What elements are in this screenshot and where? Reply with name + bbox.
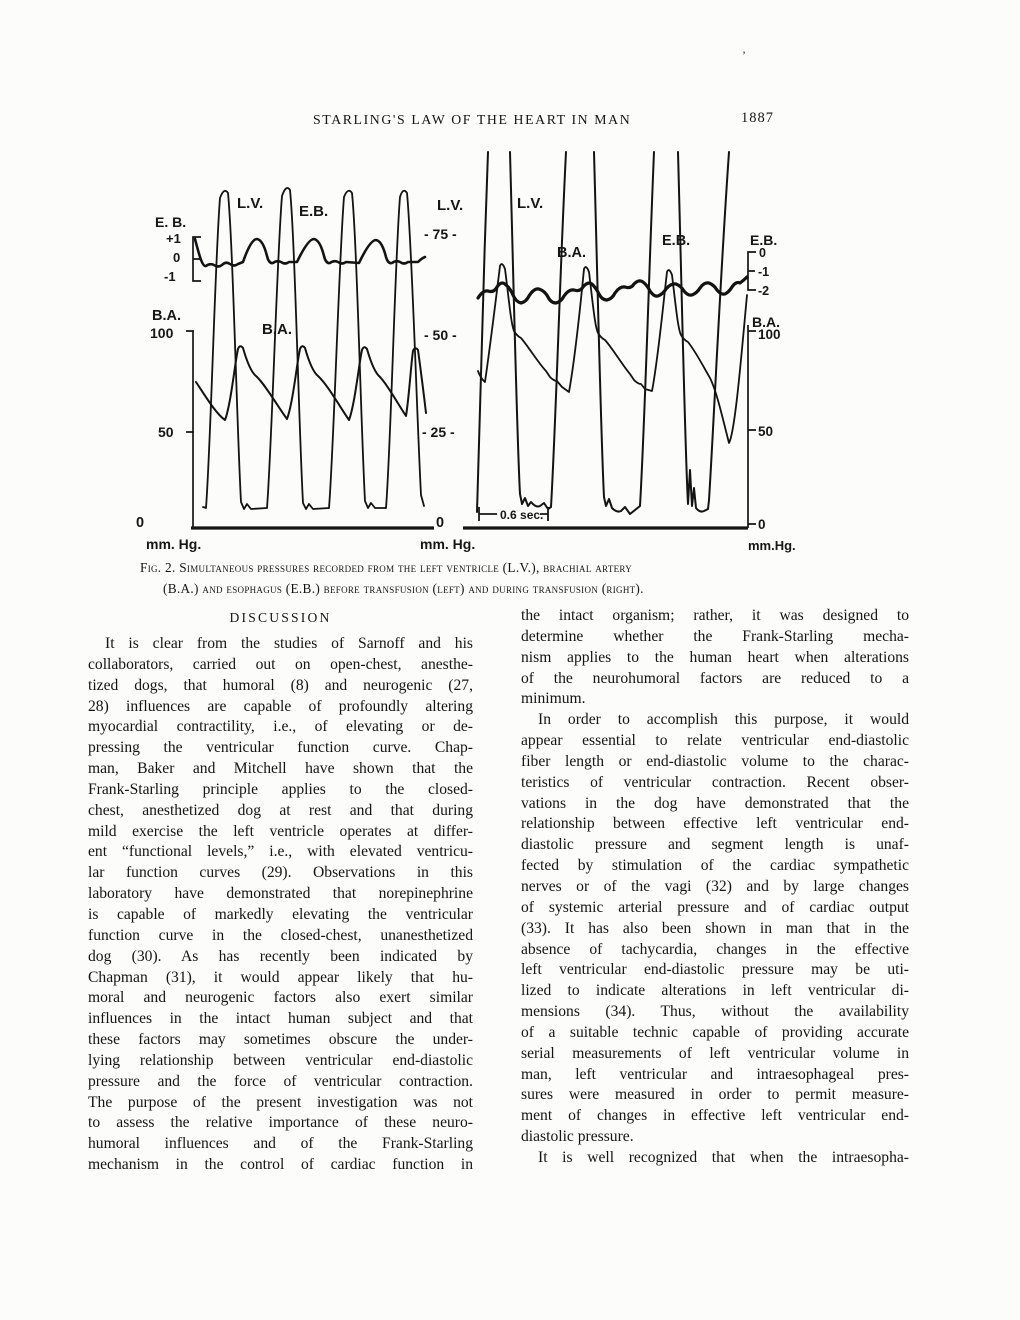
eb-right-tick-minus1: -1 bbox=[758, 265, 770, 279]
ba-right-trace-label: B.A. bbox=[557, 245, 586, 261]
text-line: to assess the relative importance of these neuro- bbox=[88, 1114, 473, 1132]
text-line: ent “functional levels,” i.e., with elevated ventricu- bbox=[88, 843, 473, 861]
mmhg-left-label: mm. Hg. bbox=[146, 536, 202, 552]
ba-left-tick-50: 50 bbox=[158, 424, 174, 440]
text-line: is capable of markedly elevating the ventricular bbox=[88, 905, 473, 923]
text-line: Chapman (31), it would appear likely that hu- bbox=[88, 968, 473, 986]
ba-right-tick-100: 100 bbox=[758, 327, 781, 342]
text-line: chest, anesthetized dog at rest and that during bbox=[88, 801, 473, 819]
text-line: It is clear from the studies of Sarnoff and his bbox=[105, 635, 473, 652]
text-line: tized dogs, that humoral (8) and neurogenic (27, bbox=[88, 676, 473, 694]
text-line: of a suitable technic capable of providing accurate bbox=[521, 1023, 909, 1041]
eb-left-tick-minus1: -1 bbox=[164, 269, 176, 284]
text-line: appear essential to relate ventricular end-diastolic bbox=[521, 732, 909, 750]
text-line: sures were measured in order to permit measure- bbox=[521, 1086, 909, 1104]
ba-left-tick-0: 0 bbox=[136, 515, 145, 531]
ba-right-axis-label: B.A. bbox=[752, 314, 780, 330]
eb-right-tick-minus2: -2 bbox=[758, 284, 770, 298]
left-ba-axis bbox=[186, 331, 194, 528]
eb-trace-left bbox=[195, 239, 425, 267]
text-line: vations in the dog have demonstrated that the bbox=[521, 794, 909, 812]
text-line: pressing the ventricular function curve. Chap- bbox=[88, 739, 473, 757]
text-line: 28) influences are capable of profoundly altering bbox=[88, 697, 473, 715]
right-text-column bbox=[521, 606, 909, 1169]
discussion-heading: DISCUSSION bbox=[229, 610, 332, 625]
eb-left-axis-label: E. B. bbox=[155, 214, 187, 230]
lv-right-trace-label: L.V. bbox=[517, 195, 544, 212]
text-line: fected by stimulation of the cardiac sympathetic bbox=[521, 857, 909, 875]
lv-center-tick-25: - 25 - bbox=[422, 424, 455, 440]
lv-center-tick-75: - 75 - bbox=[424, 226, 457, 242]
text-line: fiber length or end-diastolic volume to the charac- bbox=[521, 752, 909, 770]
ba-trace-right bbox=[478, 264, 747, 443]
text-line: In order to accomplish this purpose, it would bbox=[538, 711, 909, 729]
lv-center-axis-label: L.V. bbox=[437, 197, 464, 214]
text-line: It is well recognized that when the intraesopha- bbox=[538, 1148, 909, 1166]
text-line: determine whether the Frank-Starling mecha- bbox=[521, 627, 909, 645]
text-line: absence of tachycardia, changes in the effective bbox=[521, 940, 909, 958]
figure-axes bbox=[186, 237, 756, 528]
ba-left-axis-label: B.A. bbox=[152, 308, 181, 324]
eb-left-trace-label: E.B. bbox=[299, 203, 329, 220]
lv-center-tick-0: 0 bbox=[436, 515, 445, 531]
mmhg-right-label: mm.Hg. bbox=[748, 538, 796, 553]
text-line: Frank-Starling principle applies to the closed- bbox=[88, 780, 473, 798]
text-line: mechanism in the control of cardiac function in bbox=[88, 1156, 473, 1174]
lv-trace-left bbox=[203, 188, 424, 509]
text-line: humoral influences and of the Frank-Starling bbox=[88, 1135, 473, 1153]
text-line: function curve in the closed-chest, unanesthetized bbox=[88, 926, 473, 944]
text-line: lar function curves (29). Observations in this bbox=[88, 864, 473, 882]
figure-canvas bbox=[125, 140, 810, 555]
text-line: man, left ventricular and intraesophageal pres- bbox=[521, 1065, 909, 1083]
ba-left-trace-label: B.A. bbox=[262, 321, 292, 338]
figure-2 bbox=[125, 140, 810, 555]
stray-scan-mark: ’ bbox=[742, 48, 746, 62]
eb-right-trace-label: E.B. bbox=[662, 233, 691, 249]
text-line: man, Baker and Mitchell have shown that the bbox=[88, 760, 473, 778]
eb-trace-right bbox=[478, 277, 747, 303]
time-scale-label: 0.6 sec. bbox=[500, 508, 544, 522]
eb-right-axis-label: E.B. bbox=[750, 232, 778, 248]
right-ba-axis bbox=[748, 325, 756, 528]
text-line: the intact organism; rather, it was designed to bbox=[521, 607, 909, 624]
text-line: collaborators, carried out on open-chest, anesthe- bbox=[88, 655, 473, 673]
figure-caption-line-1: Fig. 2. Simultaneous pressures recorded from the left ventricle (L.V.), brachial artery bbox=[140, 560, 633, 575]
text-line: dog (30). As has recently been indicated by bbox=[88, 947, 473, 965]
text-line: ment of changes in effective left ventricular end- bbox=[521, 1107, 909, 1125]
text-line: of systemic arterial pressure and of cardiac output bbox=[521, 898, 909, 916]
text-line: teristics of ventricular contraction. Recent obser- bbox=[521, 773, 909, 791]
text-line: pressure and the force of ventricular contraction. bbox=[88, 1072, 473, 1090]
text-line: laboratory have demonstrated that norepinephrine bbox=[88, 885, 473, 903]
lv-center-tick-50: - 50 - bbox=[424, 327, 457, 343]
text-line: minimum. bbox=[521, 690, 586, 708]
text-line: The purpose of the present investigation was not bbox=[88, 1093, 473, 1111]
trace-labels bbox=[237, 195, 690, 522]
left-column-lines bbox=[88, 634, 473, 1176]
text-line: mensions (34). Thus, without the availability bbox=[521, 1003, 909, 1021]
center-lv-scale bbox=[420, 197, 475, 552]
text-line: nerves or of the vagi (32) and by large changes bbox=[521, 877, 909, 895]
text-line: moral and neurogenic factors also exert similar bbox=[88, 989, 473, 1007]
ba-right-tick-50: 50 bbox=[758, 424, 774, 439]
eb-left-tick-0: 0 bbox=[173, 250, 181, 265]
text-line: serial measurements of left ventricular volume in bbox=[521, 1044, 909, 1062]
text-line: diastolic pressure and segment length is unaf- bbox=[521, 836, 909, 854]
mmhg-center-label: mm. Hg. bbox=[420, 536, 476, 552]
text-line: lying relationship between ventricular end-diastolic bbox=[88, 1051, 473, 1069]
right-axis-labels bbox=[748, 232, 796, 553]
text-line: mild exercise the left ventricle operates at differ- bbox=[88, 822, 473, 840]
left-text-column bbox=[88, 608, 473, 1176]
text-line: relationship between effective left ventricular end- bbox=[521, 815, 909, 833]
lv-left-trace-label: L.V. bbox=[237, 195, 264, 212]
left-axis-labels bbox=[136, 214, 201, 552]
text-line: of the neurohumoral factors are reduced to a bbox=[521, 669, 909, 687]
page-number: 1887 bbox=[741, 110, 774, 126]
text-line: lized to indicate alterations in left ventricular di- bbox=[521, 982, 909, 1000]
ba-left-tick-100: 100 bbox=[150, 325, 174, 341]
right-column-lines bbox=[521, 606, 909, 1169]
text-line: (33). It has also been shown in man that in the bbox=[521, 919, 909, 937]
text-line: myocardial contractility, i.e., of elevating or de- bbox=[88, 718, 473, 736]
text-line: nism applies to the human heart when alterations bbox=[521, 648, 909, 666]
page-title: STARLING'S LAW OF THE HEART IN MAN bbox=[313, 112, 632, 127]
eb-left-tick-plus1: +1 bbox=[166, 231, 181, 246]
right-eb-bracket bbox=[748, 252, 756, 290]
ba-right-tick-0: 0 bbox=[758, 517, 766, 532]
eb-right-tick-0: 0 bbox=[759, 246, 766, 260]
figure-caption-line-2: (B.A.) and esophagus (E.B.) before transfusion (left) and during transfusion (right). bbox=[163, 581, 644, 596]
text-line: influences in the intact human subject and that bbox=[88, 1010, 473, 1028]
text-line: these factors may sometimes obscure the under- bbox=[88, 1031, 473, 1049]
text-line: diastolic pressure. bbox=[521, 1128, 634, 1146]
text-line: left ventricular end-diastolic pressure may be uti- bbox=[521, 961, 909, 979]
